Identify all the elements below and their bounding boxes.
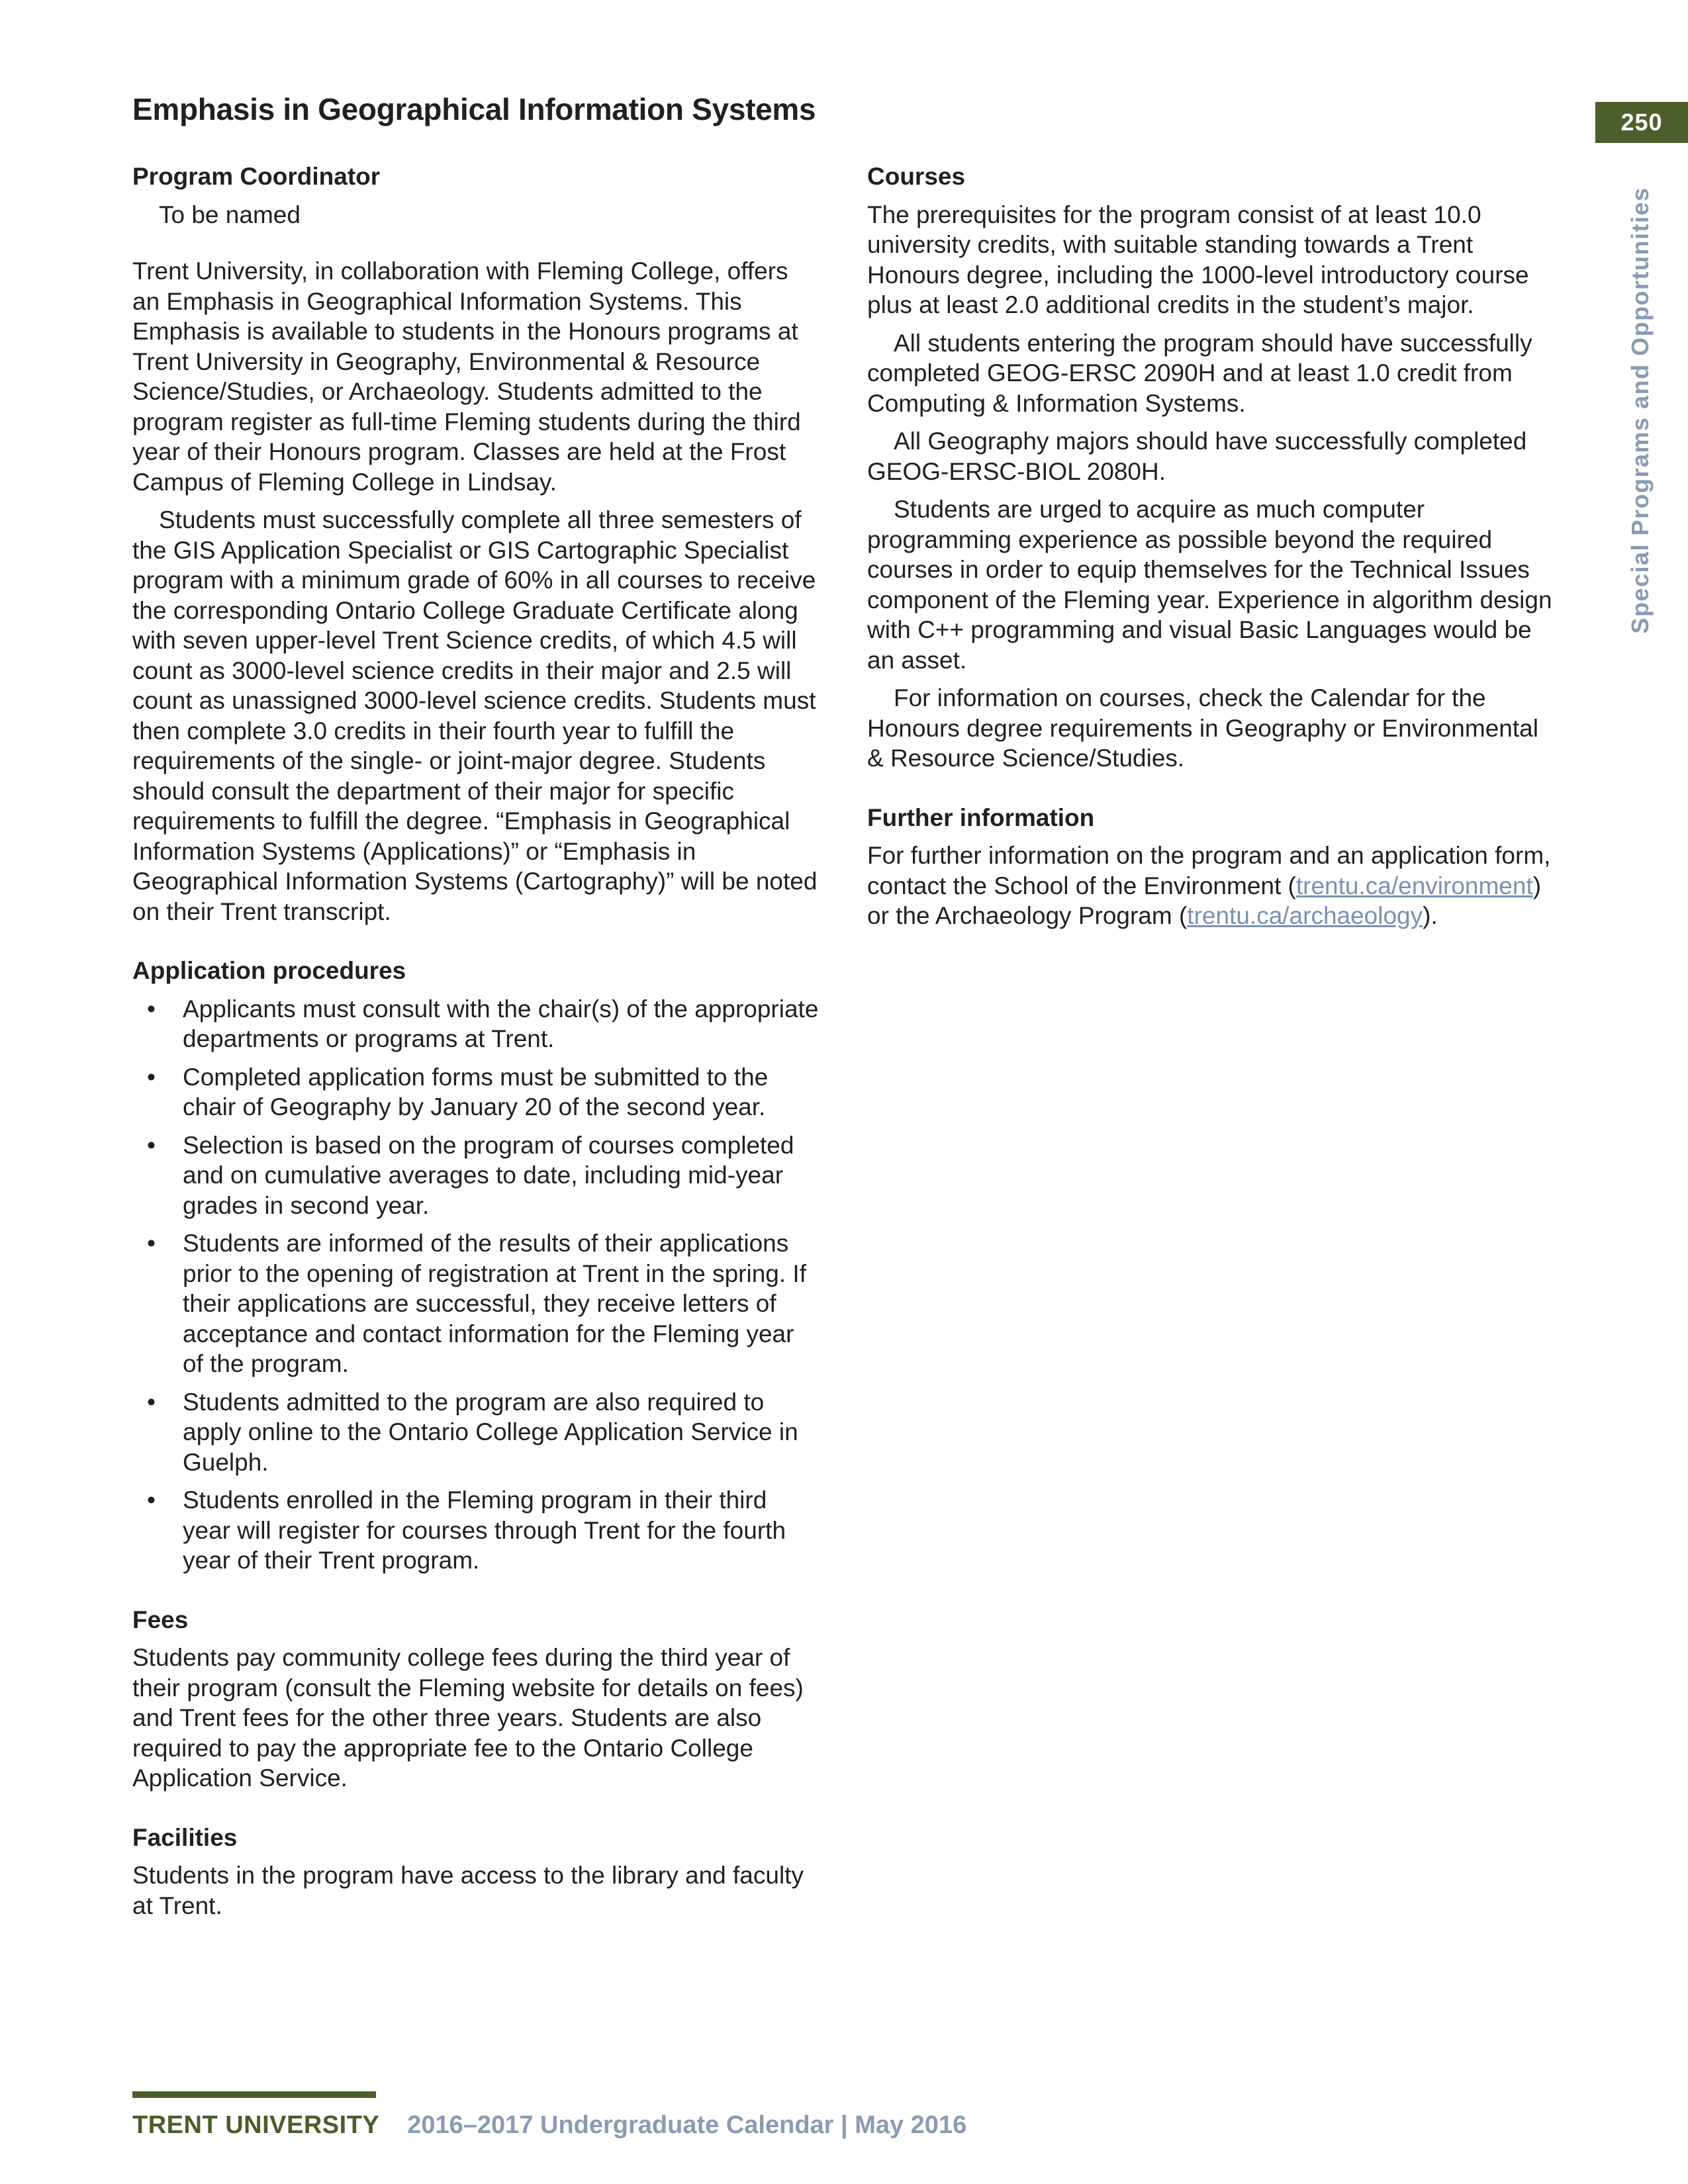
page-number-badge: 250 bbox=[1595, 102, 1688, 143]
coordinator-value: To be named bbox=[159, 201, 301, 228]
bullet-icon: • bbox=[147, 1486, 156, 1514]
list-item bbox=[132, 1485, 821, 1576]
footer-rule bbox=[132, 2091, 376, 2098]
intro-paragraph-2: Students must successfully complete all three semesters of the GIS Application Specialist or GIS Cartographic Specialist program with a minimum grade of 60% in all courses to receive the corresponding Ontario College Graduate Certificate along with seven upper-level Trent Science credits, of which 4.5 will count as 3000-level science credits in their major and 2.5 will count as unassigned 3000-level science credits. Students must then complete 3.0 credits in their fourth year to fulfill the requirements of the single- or joint-major degree. Students should consult the department of their major for specific requirements to fulfill the degree. “Emphasis in Geographical Information Systems (Applications)” or “Emphasis in Geographical Information Systems (Cartography)” will be noted on their Trent transcript. bbox=[132, 506, 818, 925]
further-info-heading: Further information bbox=[867, 803, 1095, 831]
courses-paragraph-1: The prerequisites for the program consist of at least 10.0 university credits, with suitable standing towards a Trent Honours degree, including the 1000-level introductory course plus at least 2.0 additional credits in the student’s major. bbox=[867, 201, 1529, 318]
courses-paragraph-3: All Geography majors should have successfully completed GEOG-ERSC-BIOL 2080H. bbox=[867, 428, 1527, 485]
list-item bbox=[132, 994, 821, 1054]
coordinator-heading: Program Coordinator bbox=[132, 163, 381, 190]
further-info-text-a: For further information on the program and an application form, contact the School of the Environment ( bbox=[867, 842, 1551, 899]
facilities-text: Students in the program have access to the library and faculty at Trent. bbox=[132, 1862, 804, 1919]
facilities-heading: Facilities bbox=[132, 1823, 238, 1851]
application-heading: Application procedures bbox=[132, 957, 406, 984]
courses-paragraph-2: All students entering the program should have successfully completed GEOG-ERSC 2090H and at least 1.0 credit from Computing & Information Systems. bbox=[867, 329, 1532, 417]
courses-paragraph-4: Students are urged to acquire as much computer programming experience as possible beyond the required courses in order to equip themselves for the Technical Issues component of the Fleming year. Experience in algorithm design with C++ programming and visual Basic Languages would be an asset. bbox=[867, 496, 1552, 674]
further-info-text-b: ) or the Archaeology Program ( bbox=[867, 872, 1542, 929]
intro-paragraph-1: Trent University, in collaboration with Fleming College, offers an Emphasis in Geographical Information Systems. This Emphasis is available to students in the Honours programs at Trent University in Geography, Environmental & Resource Science/Studies, or Archaeology. Students admitted to the program register as full-time Fleming students during the third year of their Honours program. Classes are held at the Frost Campus of Fleming College in Lindsay. bbox=[132, 257, 801, 496]
section-side-label: Special Programs and Opportunities bbox=[1626, 187, 1654, 634]
list-item-text: Students enrolled in the Fleming program in their third year will register for courses through Trent for the fourth year of their Trent program. bbox=[183, 1486, 786, 1574]
footer-calendar: 2016–2017 Undergraduate Calendar | May 2016 bbox=[407, 2111, 967, 2139]
footer bbox=[132, 2111, 966, 2140]
page-title: Emphasis in Geographical Information Systems bbox=[132, 92, 816, 126]
fees-heading: Fees bbox=[132, 1606, 189, 1633]
bullet-icon: • bbox=[147, 995, 156, 1023]
list-item-text: Students admitted to the program are also required to apply online to the Ontario College Application Service in Guelph. bbox=[183, 1388, 798, 1476]
list-item bbox=[132, 1387, 821, 1478]
bullet-icon: • bbox=[147, 1131, 156, 1159]
bullet-icon: • bbox=[147, 1063, 156, 1091]
right-column bbox=[867, 161, 1556, 939]
list-item bbox=[132, 1130, 821, 1221]
environment-link[interactable]: trentu.ca/environment bbox=[1295, 872, 1533, 899]
bullet-icon: • bbox=[147, 1230, 156, 1257]
bullet-icon: • bbox=[147, 1388, 156, 1416]
list-item-text: Completed application forms must be submitted to the chair of Geography by January 20 of the second year. bbox=[183, 1063, 769, 1120]
footer-university: TRENT UNIVERSITY bbox=[132, 2111, 380, 2139]
further-info-text-c: ). bbox=[1423, 902, 1438, 929]
list-item bbox=[132, 1228, 821, 1379]
courses-paragraph-5: For information on courses, check the Calendar for the Honours degree requirements in Geography or Environmental & Resource Science/Studies. bbox=[867, 684, 1538, 772]
further-info-text bbox=[867, 841, 1556, 931]
courses-heading: Courses bbox=[867, 163, 966, 190]
list-item-text: Students are informed of the results of their applications prior to the opening of registration at Trent in the spring. If their applications are successful, they receive letters of acceptance and contact information for the Fleming year of the program. bbox=[183, 1230, 806, 1377]
list-item-text: Selection is based on the program of courses completed and on cumulative averages to date, including mid-year grades in second year. bbox=[183, 1131, 794, 1219]
list-item-text: Applicants must consult with the chair(s) of the appropriate departments or programs at Trent. bbox=[183, 995, 819, 1052]
left-column bbox=[132, 161, 821, 1929]
fees-text: Students pay community college fees during the third year of their program (consult the Fleming website for details on fees) and Trent fees for the other three years. Students are also required to pay the appropriate fee to the Ontario College Application Service. bbox=[132, 1644, 804, 1792]
application-list bbox=[132, 994, 821, 1576]
list-item bbox=[132, 1062, 821, 1122]
archaeology-link[interactable]: trentu.ca/archaeology bbox=[1187, 902, 1423, 929]
